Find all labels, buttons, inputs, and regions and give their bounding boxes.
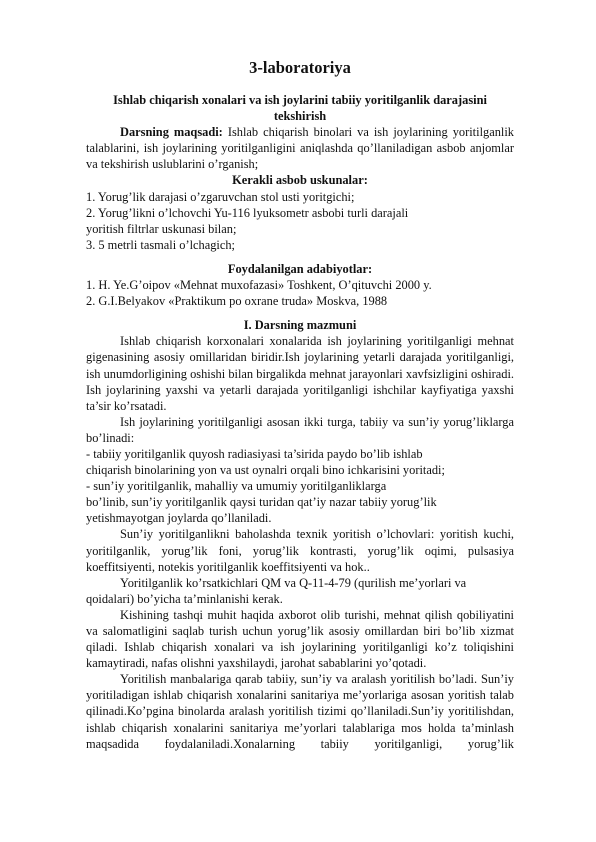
list-line: bo’linib, sun’iy yoritilganlik qaysi turidan qat’iy nazar tabiiy yorug’lik	[86, 495, 437, 510]
section-paragraph-2: Ish joylarining yoritilganligi asosan ikki turga, tabiiy va sun’iy yorug’liklarga bo’linadi:	[86, 414, 514, 445]
literature-heading: Foydalanilgan adabiyotlar:	[227, 261, 373, 276]
section-paragraph-5: Kishining tashqi muhit haqida axborot olib turishi, mehnat qilish qobiliyatini va salomatligini saqlab turish uchun yorug’lik asosiy omillardan biri bo’lib xizmat qiladi. Ishlab chiqarish xonalari va ish joylarining yoritilganligi ko’z toliqishini kamaytiradi, nafas olishni yaxshilaydi, jarohat sabablarini yo’qotadi.	[86, 607, 514, 671]
list-line: chiqarish binolarining yon va ust oynalri orqali bino ichkarisini yoritadi;	[86, 463, 445, 478]
section-paragraph-4-line-1: Yoritilganlik ko’rsatkichlari QM va Q-11-4-79 (qurilish me’yorlari va	[120, 575, 467, 590]
lab-subtitle: Ishlab chiqarish xonalari va ish joylarini tabiiy yoritilganlik darajasini tekshirish	[113, 93, 487, 124]
document-page	[86, 58, 514, 752]
literature-item: 2. G.I.Belyakov «Praktikum po oxrane truda» Moskva, 1988	[86, 294, 388, 309]
purpose-text: Ishlab chiqarish binolari va ish joylarining yoritilganlik talablarini, ish joylarining yoritilganligini aniqlashda qo’llaniladigan asbob anjomlar va tekshirish uslublarini o’rganish;	[86, 125, 514, 172]
section-paragraph-4-line-2: qoidalari) bo’yicha ta’minlanishi kerak.	[86, 591, 283, 606]
purpose-label: Darsning maqsadi:	[120, 125, 223, 140]
list-line: - tabiiy yoritilganlik quyosh radiasiyasi ta’sirida paydo bo’lib ishlab	[86, 446, 423, 461]
section-paragraph-3: Sun’iy yoritilganlikni baholashda texnik yoritish o’lchovlari: yoritish kuchi, yoritilganlik, yorug’lik foni, yorug’lik kontrasti, yorug’lik oqimi, pulsasiya koeffitsiyenti, notekis yoritilganlik koeffitsiyenti va hok..	[86, 527, 514, 574]
list-line: yetishmayotgan joylarda qo’llaniladi.	[86, 511, 272, 526]
section-paragraph-1: Ishlab chiqarish korxonalari xonalarida ish joylarining yoritilganligi mehnat gigenasining asosiy omillaridan biridir.Ish joylarining yetarli darajada yoritilganligi, ish unumdorligining oshishi bilan birgalikda mehnat jarayonlari xavfsizligini oshiradi. Ish joylarining yaxshi va yetarli darajada yoritilganligi ishchilar kayfiyatiga yaxshi ta’sir ko’rsatadi.	[86, 334, 514, 413]
list-line: - sun’iy yoritilganlik, mahalliy va umumiy yoritilganliklarga	[86, 479, 387, 494]
equipment-item: 1. Yorug’lik darajasi o’zgaruvchan stol usti yoritgichi;	[86, 189, 355, 204]
section-heading: I. Darsning mazmuni	[243, 318, 357, 333]
purpose-paragraph	[86, 124, 514, 172]
equipment-item: yoritish filtrlar uskunasi bilan;	[86, 221, 237, 236]
equipment-item: 2. Yorug’likni o’lchovchi Yu-116 lyuksometr asbobi turli darajali	[86, 205, 409, 220]
page-title: 3-laboratoriya	[249, 58, 351, 77]
literature-item: 1. H. Ye.G’oipov «Mehnat muxofazasi» Toshkent, O’qituvchi 2000 y.	[86, 278, 432, 293]
equipment-item: 3. 5 metrli tasmali o’lchagich;	[86, 237, 235, 252]
section-paragraph-6: Yoritilish manbalariga qarab tabiiy, sun’iy va aralash yoritilish bo’ladi. Sun’iy yoritiladigan ishlab chiqarish xonalarini sanitariya me’yorlariga asosan yoritish talab qilinadi.Ko’pgina binolarda aralash yoritilish tizimi qo’llaniladi.Sun’iy yoritilishdan, ishlab chiqarish xonalarini sanitariya me’yorlari talablariga mos holda ta’minlash maqsadida foydalaniladi.Xonalarning tabiiy yoritilganligi, yorug’lik	[86, 672, 514, 751]
equipment-heading: Kerakli asbob uskunalar:	[232, 173, 368, 188]
